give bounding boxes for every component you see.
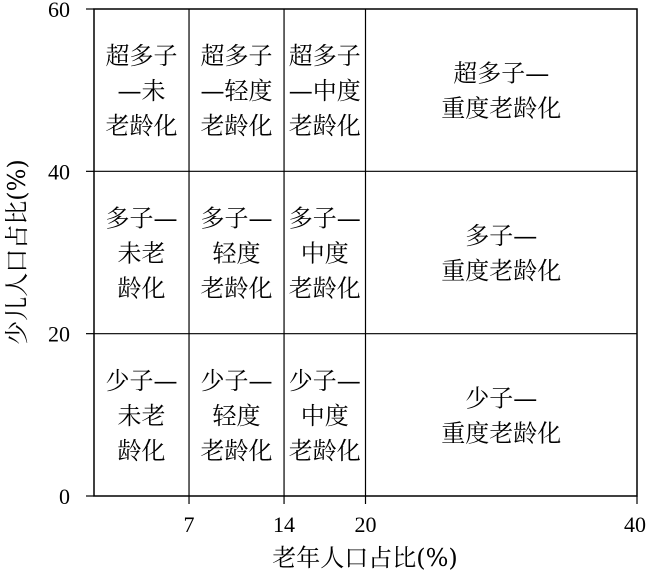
cell-label-line: —轻度 bbox=[200, 77, 273, 106]
cell-label-line: 多子— bbox=[465, 222, 538, 250]
cell-label bbox=[289, 205, 361, 303]
cell-label-line: 少子— bbox=[105, 366, 178, 395]
cell-label-line: 未老 bbox=[117, 401, 166, 430]
x-tick-label: 40 bbox=[624, 512, 646, 537]
cell-label bbox=[289, 367, 361, 465]
cell-label-line: —未 bbox=[117, 77, 166, 106]
cell-label bbox=[201, 367, 273, 465]
y-tick-label: 40 bbox=[48, 159, 70, 185]
y-tick-label: 0 bbox=[59, 484, 70, 509]
cell-label-line: 老龄化 bbox=[288, 112, 361, 141]
cell-label-line: 老龄化 bbox=[288, 436, 361, 465]
cell-label bbox=[441, 384, 561, 447]
cell-label-line: 老龄化 bbox=[200, 112, 273, 141]
cell-label-line: 重度老龄化 bbox=[441, 94, 562, 123]
cell-label-line: 老龄化 bbox=[200, 436, 273, 465]
y-tick-label: 20 bbox=[48, 321, 70, 347]
cell-label bbox=[201, 205, 273, 303]
cell-label-line: 轻度 bbox=[212, 401, 261, 430]
cell-label-line: 中度 bbox=[300, 401, 349, 430]
cell-label bbox=[201, 42, 273, 140]
cell-label-line: 少子— bbox=[200, 366, 273, 395]
x-tick-label: 14 bbox=[273, 512, 296, 537]
cell-layer bbox=[106, 42, 562, 465]
cell-label-line: 重度老龄化 bbox=[441, 419, 562, 448]
cell-label bbox=[289, 42, 361, 140]
cell-label bbox=[106, 205, 178, 303]
cell-label-line: 超多子— bbox=[453, 59, 550, 88]
cell-label-line: 中度 bbox=[300, 239, 349, 268]
cell-label-line: 轻度 bbox=[212, 239, 261, 268]
cell-label-line: 超多子 bbox=[288, 42, 361, 71]
cell-label-line: 龄化 bbox=[117, 436, 166, 465]
cell-label-line: 龄化 bbox=[117, 274, 166, 303]
x-tick-label: 7 bbox=[183, 512, 195, 537]
x-axis-title: 老年人口占比(%) bbox=[272, 544, 458, 572]
cell-label-line: 超多子 bbox=[200, 42, 273, 71]
cell-label bbox=[106, 42, 178, 140]
cell-label-line: 超多子 bbox=[105, 42, 178, 71]
cell-label-line: 少子— bbox=[288, 366, 361, 395]
cell-label-line: 多子— bbox=[288, 204, 361, 233]
cell-label bbox=[106, 367, 178, 465]
cell-label bbox=[441, 60, 561, 123]
cell-label-line: 少子— bbox=[465, 384, 538, 413]
x-tick-label: 20 bbox=[354, 512, 377, 537]
cell-label-line: 老龄化 bbox=[105, 112, 178, 141]
cell-label bbox=[441, 222, 561, 285]
cell-label-line: 重度老龄化 bbox=[441, 257, 562, 285]
y-tick-label: 60 bbox=[48, 0, 70, 22]
cell-label-line: 老龄化 bbox=[200, 274, 273, 303]
cell-label-line: 多子— bbox=[105, 204, 178, 233]
cell-label-line: 未老 bbox=[117, 239, 166, 268]
cell-label-line: —中度 bbox=[288, 77, 361, 106]
y-axis-title: 少儿人口占比(%) bbox=[3, 159, 31, 345]
cell-label-line: 老龄化 bbox=[288, 274, 361, 303]
cell-label-line: 多子— bbox=[200, 204, 273, 233]
